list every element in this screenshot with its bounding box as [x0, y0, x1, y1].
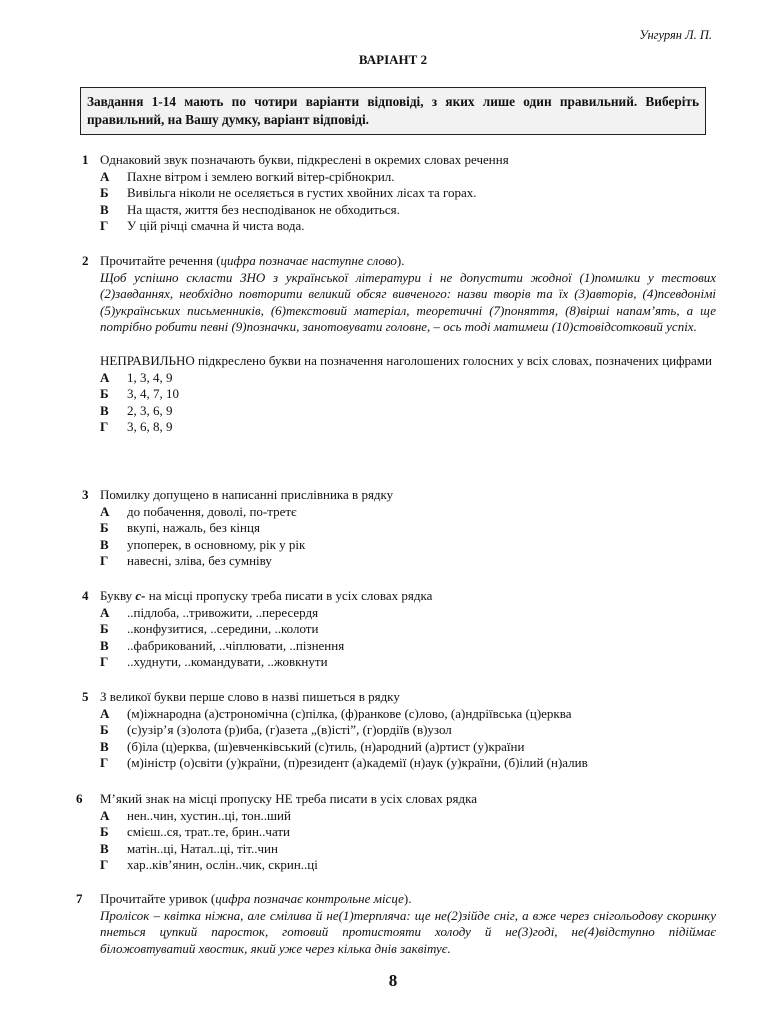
option-text: хар..ків’янин, ослін..чик, скрин..ці	[127, 857, 318, 873]
option-text: (б)іла (ц)ерква, (ш)евченківський (с)тиль, (н)ародний (а)ртист (у)країни	[127, 738, 525, 754]
option-letter: В	[100, 536, 109, 552]
question-number: 1	[82, 152, 89, 167]
answer-option[interactable]	[100, 386, 716, 403]
option-text: У цій річці смачна й чиста вода.	[127, 218, 305, 234]
option-text: 1, 3, 4, 9	[127, 369, 173, 385]
option-text: 2, 3, 6, 9	[127, 402, 173, 418]
answer-option[interactable]	[100, 504, 716, 521]
option-text: ..худнути, ..командувати, ..жовкнути	[127, 654, 328, 670]
option-text: матін..ці, Натал..ці, тіт..чин	[127, 840, 278, 856]
question-4	[76, 588, 716, 671]
option-letter: Г	[100, 654, 109, 670]
option-letter: В	[100, 402, 109, 418]
question-stem: Однаковий звук позначають букви, підкреслені в окремих словах речення	[100, 152, 509, 167]
option-text: упоперек, в основному, рік у рік	[127, 536, 306, 552]
question-3	[76, 487, 716, 570]
option-letter: Б	[100, 621, 109, 637]
question-number: 6	[76, 791, 83, 806]
answer-option[interactable]	[100, 755, 716, 772]
option-letter: Г	[100, 419, 109, 435]
question-stem: Прочитайте уривок (цифра позначає контрольне місце).	[100, 891, 412, 906]
question-stem: З великої букви перше слово в назві пишеться в рядку	[100, 689, 400, 704]
option-text: Пахне вітром і землею вогкий вітер-срібнокрил.	[127, 168, 395, 184]
answer-option[interactable]	[100, 185, 716, 202]
answer-option[interactable]	[100, 520, 716, 537]
variant-title: ВАРІАНТ 2	[358, 52, 428, 67]
option-text: (м)іжнародна (а)строномічна (с)пілка, (ф)ранкове (с)лово, (а)ндріївська (ц)ерква	[127, 705, 572, 721]
option-text: (м)іністр (о)світи (у)країни, (п)резидент (а)кадемії (н)аук (у)країни, (б)ілий (н)алив	[127, 755, 588, 771]
option-text: 3, 4, 7, 10	[127, 386, 179, 402]
question-number: 3	[82, 487, 89, 502]
question-stem: Букву с- на місці пропуску треба писати в усіх словах рядка	[100, 588, 433, 603]
option-letter: Б	[100, 520, 109, 536]
answer-option[interactable]	[100, 841, 716, 858]
option-text: На щастя, життя без несподіванок не обходиться.	[127, 201, 400, 217]
option-letter: Г	[100, 755, 109, 771]
reading-passage: Пролісок – квітка ніжна, але смілива й не(1)терпляча: ще не(2)зійде сніг, а вже через снігольодову скоринку пнеться цупкий паросток, готовий протистояти холоду й не(3)годі, не(4)відступно підіймає біложовтуватий хвостик, який уже через кілька днів заквітує.	[100, 907, 716, 956]
option-text: смієш..ся, трат..те, брин..чати	[127, 824, 291, 840]
option-text: ..фабрикований, ..чіплювати, ..пізнення	[127, 637, 345, 653]
answer-option[interactable]	[100, 857, 716, 874]
answer-option[interactable]	[100, 537, 716, 554]
option-text: ..конфузитися, ..середини, ..колоти	[127, 621, 319, 637]
question-stem: Прочитайте речення (цифра позначає наступне слово).	[100, 253, 405, 268]
answer-option[interactable]	[100, 824, 716, 841]
option-letter: А	[100, 807, 110, 823]
question-2	[76, 253, 716, 436]
instructions-box: Завдання 1-14 мають по чотири варіанти відповіді, з яких лише один правильний. Виберіть правильний, на Вашу думку, варіант відповіді.	[80, 87, 706, 135]
option-letter: Г	[100, 857, 109, 873]
answer-option[interactable]	[100, 218, 716, 235]
option-letter: А	[100, 168, 110, 184]
option-letter: А	[100, 503, 110, 519]
page-number: 8	[388, 971, 398, 990]
option-letter: В	[100, 738, 109, 754]
answer-option[interactable]	[100, 605, 716, 622]
question-prompt: НЕПРАВИЛЬНО підкреслено букви на позначення наголошених голосних у всіх словах, позначених цифрами	[100, 352, 712, 368]
question-1	[76, 152, 716, 235]
answer-option[interactable]	[100, 621, 716, 638]
question-7	[70, 891, 716, 957]
answer-option[interactable]	[100, 403, 716, 420]
option-letter: Г	[100, 218, 109, 234]
answer-option[interactable]	[100, 722, 716, 739]
option-text: 3, 6, 8, 9	[127, 419, 173, 435]
question-6	[70, 791, 716, 874]
option-text: навесні, зліва, без сумніву	[127, 553, 272, 569]
answer-option[interactable]	[100, 419, 716, 436]
answer-option[interactable]	[100, 202, 716, 219]
option-letter: В	[100, 637, 109, 653]
answer-option[interactable]	[100, 739, 716, 756]
question-number: 5	[82, 689, 89, 704]
question-stem: Помилку допущено в написанні прислівника в рядку	[100, 487, 394, 502]
answer-option[interactable]	[100, 654, 716, 671]
option-letter: Б	[100, 722, 109, 738]
option-letter: Б	[100, 386, 109, 402]
question-stem: М’який знак на місці пропуску НЕ треба писати в усіх словах рядка	[100, 791, 477, 806]
answer-option[interactable]	[100, 638, 716, 655]
option-letter: Г	[100, 553, 109, 569]
answer-option[interactable]	[100, 370, 716, 387]
option-letter: В	[100, 201, 109, 217]
option-text: нен..чин, хустин..ці, тон..ший	[127, 807, 291, 823]
option-text: вкупі, нажаль, без кінця	[127, 520, 260, 536]
option-text: (с)узір’я (з)олота (р)иба, (г)азета „(в)істі”, (г)ордіїв (в)узол	[127, 722, 452, 738]
reading-passage: Щоб успішно скласти ЗНО з української літератури і не допустити жодної (1)помилки у тестових (2)завданнях, необхідно повторити великий обсяг вивченого: назви творів та їх (3)авторів, (4)псевдонімі (5)українських письменників, (6)текстовий матеріал, теоретичні (7)поняття, (8)вірші напам’ять, а ще потрібно робити певні (9)позначки, занотовувати головне, – ось тоді матимеш (10)стовідсотковий успіх.	[100, 269, 716, 335]
answer-option[interactable]	[100, 706, 716, 723]
option-letter: Б	[100, 824, 109, 840]
option-letter: Б	[100, 185, 109, 201]
answer-option[interactable]	[100, 553, 716, 570]
question-number: 7	[76, 891, 83, 906]
option-text: до побачення, доволі, по-третє	[127, 503, 297, 519]
question-number: 4	[82, 588, 89, 603]
option-letter: В	[100, 840, 109, 856]
option-letter: А	[100, 369, 110, 385]
option-letter: А	[100, 705, 110, 721]
author-name: Унгурян Л. П.	[639, 28, 712, 42]
option-letter: А	[100, 604, 110, 620]
option-text: ..підлоба, ..тривожити, ..пересердя	[127, 604, 319, 620]
question-5	[76, 689, 716, 772]
answer-option[interactable]	[100, 169, 716, 186]
option-text: Вивільга ніколи не оселяється в густих хвойних лісах та горах.	[127, 185, 477, 201]
answer-option[interactable]	[100, 808, 716, 825]
question-number: 2	[82, 253, 89, 268]
